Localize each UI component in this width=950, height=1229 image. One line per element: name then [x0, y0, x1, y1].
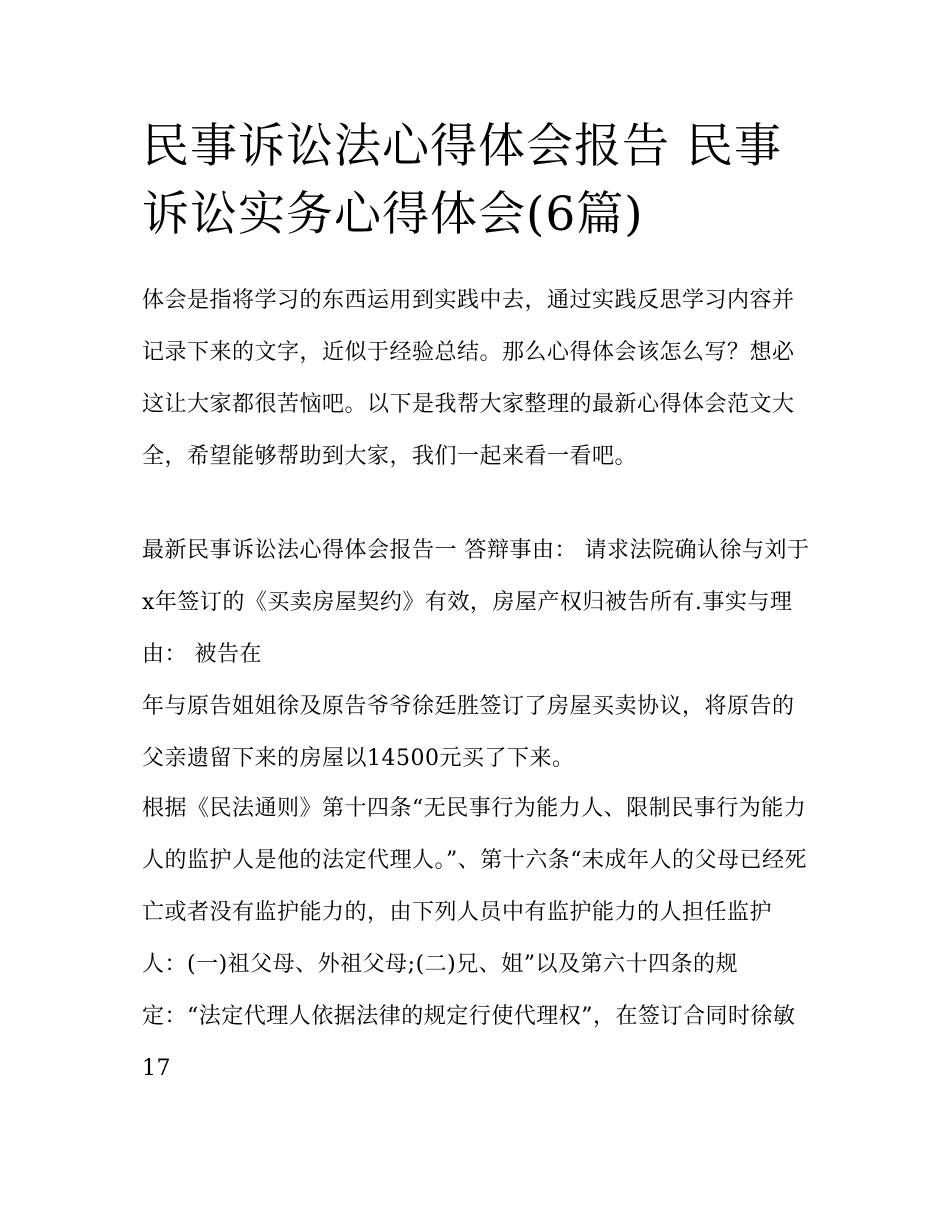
legal-basis-paragraph: 根据《民法通则》第十四条“无民事行为能力人、限制民事行为能力人的监护人是他的法定代理人。”、第十六条“未成年人的父母已经死亡或者没有监护能力的，由下列人员中有监护能力的人担任监护人：(一)祖父母、外祖父母;(二)兄、姐”以及第六十四条的规定：“法定代理人依据法律的规定行使代理权”，在签订合同时徐敏17: [142, 796, 807, 1081]
defense-paragraph: 最新民事诉讼法心得体会报告一 答辩事由： 请求法院确认徐与刘于x年签订的《买卖房屋契约》有效，房屋产权归被告所有.事实与理由： 被告在: [142, 538, 810, 667]
intro-paragraph: 体会是指将学习的东西运用到实践中去，通过实践反思学习内容并记录下来的文字，近似于经验总结。那么心得体会该怎么写？想必这让大家都很苦恼吧。以下是我帮大家整理的最新心得体会范文大全，希望能够帮助到大家，我们一起来看一看吧。: [142, 288, 795, 469]
facts-paragraph: 年与原告姐姐徐及原告爷爷徐廷胜签订了房屋买卖协议，将原告的父亲遗留下来的房屋以14500元买了下来。: [142, 694, 795, 771]
document-title: 民事诉讼法心得体会报告 民事诉讼实务心得体会(6篇): [142, 119, 782, 242]
